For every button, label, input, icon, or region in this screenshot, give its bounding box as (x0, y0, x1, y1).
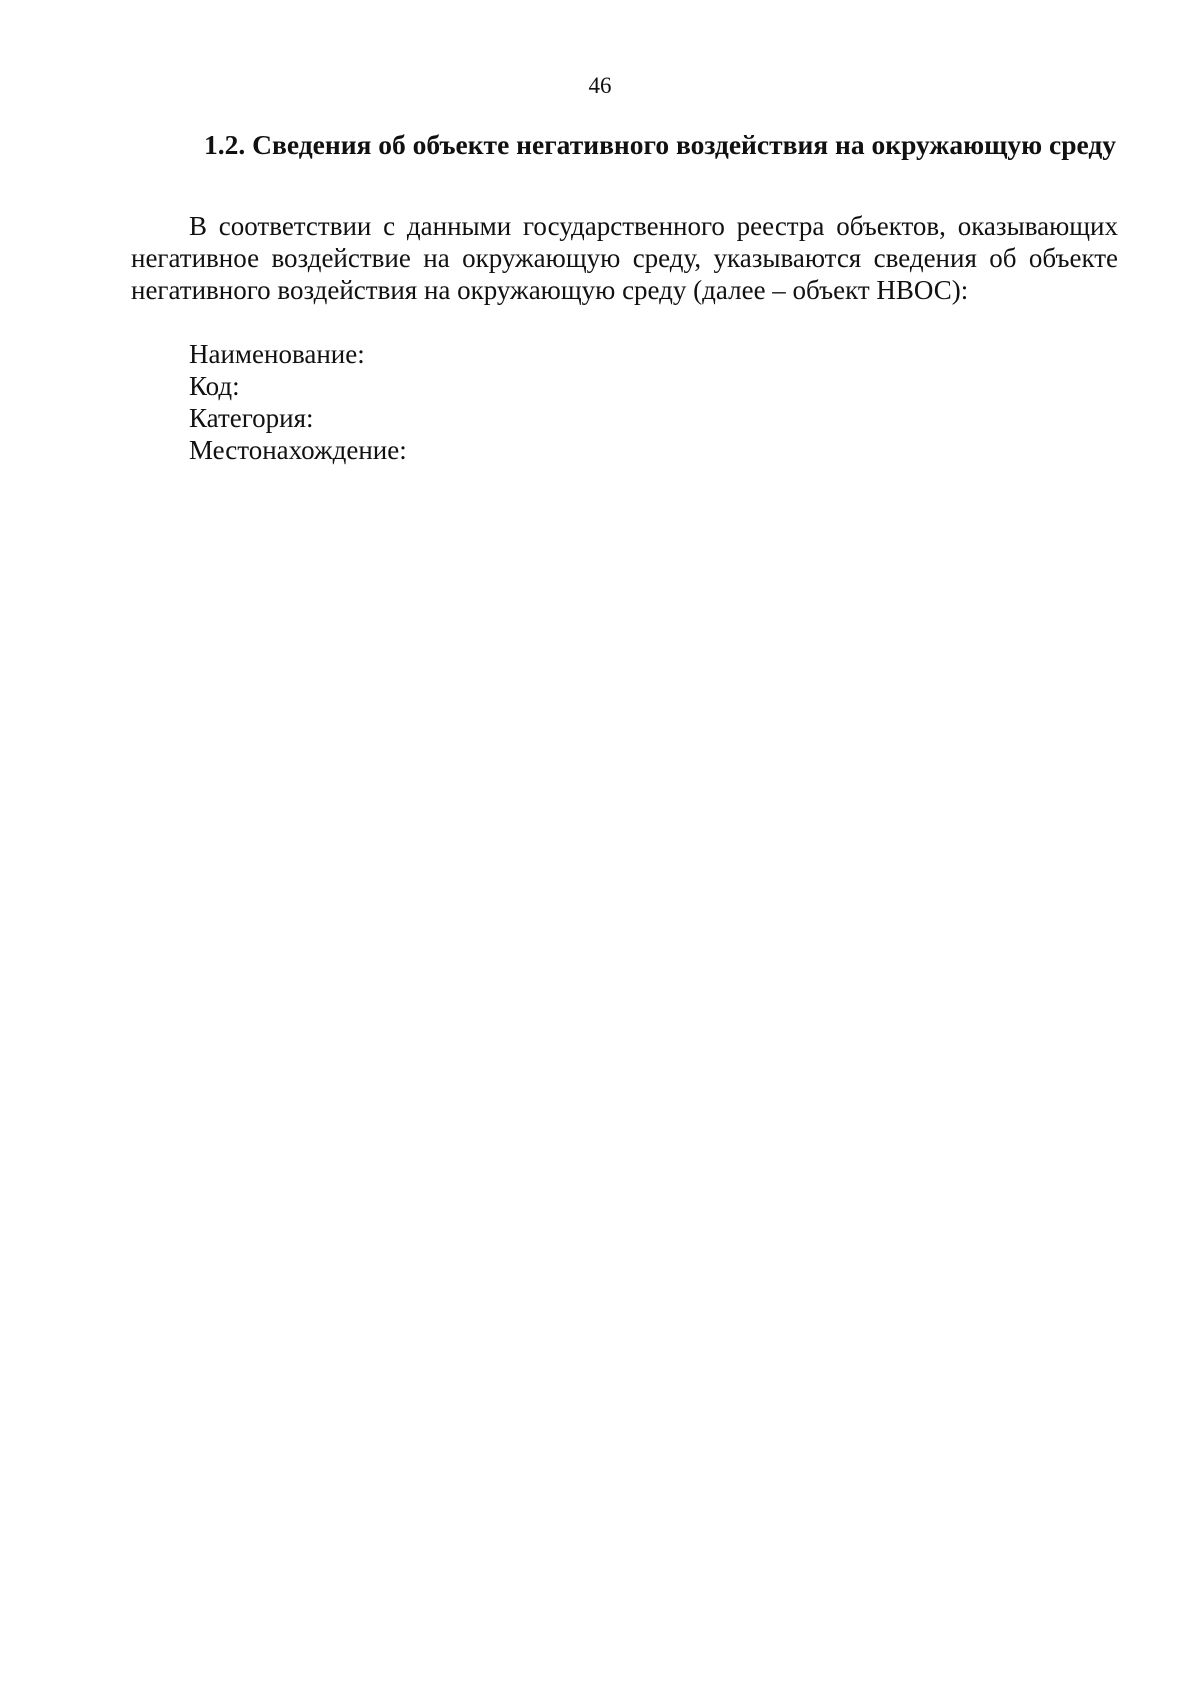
section-heading: 1.2. Сведения об объекте негативного воздействия на окружающую среду (204, 129, 1116, 160)
page-number: 46 (588, 73, 612, 98)
field-name-label: Наименование: (189, 339, 365, 369)
field-category-label: Категория: (189, 403, 314, 433)
object-fields-list (189, 338, 407, 466)
field-location-label: Местонахождение: (189, 435, 407, 465)
field-code-label: Код: (189, 371, 240, 401)
intro-paragraph: В соответствии с данными государственного реестра объектов, оказывающих негативное воздействие на окружающую среду, указываются сведения об объекте негативного воздействия на окружающую среду (далее – объект НВОС): (131, 211, 1118, 305)
